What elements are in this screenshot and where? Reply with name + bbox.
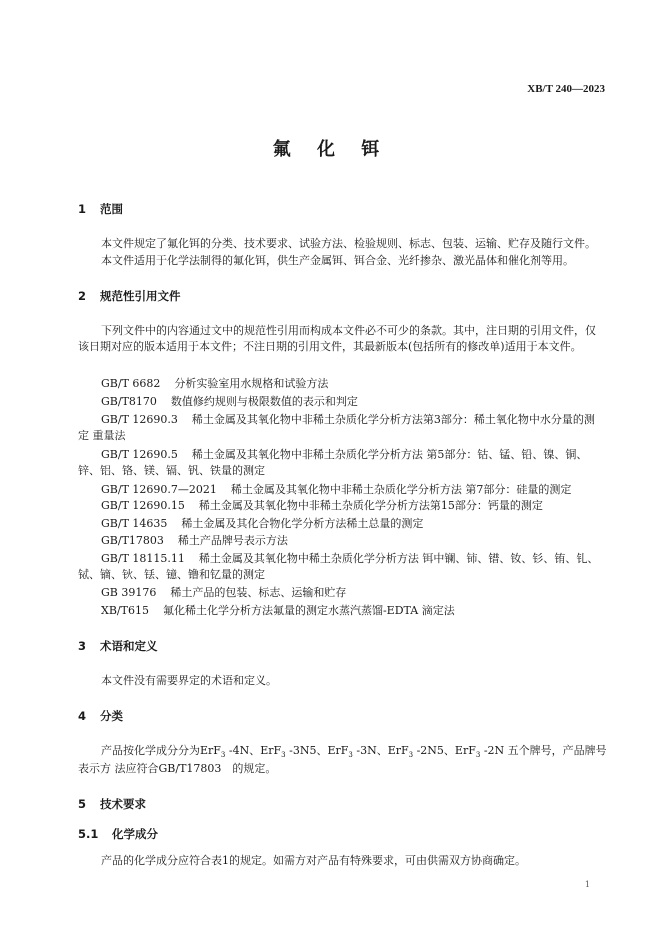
section-title: 技术要求 (100, 797, 146, 811)
reference-item (101, 498, 543, 514)
reference-item (78, 412, 604, 444)
section-heading-5 (78, 796, 146, 812)
text-run: -2N 五个牌号，产品牌号 (480, 744, 607, 757)
reference-title: 稀土金属及其化合物化学分析方法稀土总量的测定 (181, 517, 424, 530)
subsection-number: 5.1 (78, 827, 99, 841)
reference-title: 稀土产品的包装、标志、运输和贮存 (170, 586, 347, 599)
subscript: 3 (408, 751, 414, 760)
subsection-title: 化学成分 (112, 827, 158, 841)
subscript: 3 (220, 751, 226, 760)
reference-item (101, 533, 288, 549)
section-title: 规范性引用文件 (100, 289, 181, 303)
reference-title: 稀土产品牌号表示方法 (177, 534, 288, 547)
text-run: -3N5、ErF (285, 744, 349, 757)
reference-title: 稀土金属及其氧化物中非稀土杂质化学分析方法第15部分：钙量的测定 (198, 499, 543, 512)
section-heading-4 (78, 708, 123, 724)
section-number: 3 (78, 639, 87, 653)
section-title: 范围 (100, 202, 123, 216)
reference-code: GB/T 12690.3 (101, 413, 178, 426)
section-number: 5 (78, 797, 87, 811)
section-number: 4 (78, 709, 87, 723)
reference-title: 数值修约规则与极限数值的表示和判定 (170, 395, 358, 408)
text-run: -3N、ErF (352, 744, 409, 757)
text-run: -4N、ErF (225, 744, 282, 757)
reference-code: GB/T 12690.15 (101, 499, 185, 512)
section-title: 术语和定义 (100, 639, 158, 653)
reference-code: GB/T 12690.7—2021 (101, 483, 217, 496)
subsection-heading-5-1 (78, 826, 158, 842)
reference-code: GB/T8170 (101, 395, 157, 408)
reference-item (101, 482, 571, 498)
reference-item (101, 394, 358, 410)
section-heading-2 (78, 288, 181, 304)
reference-title: 氟化稀土化学分析方法氟量的测定水蒸汽蒸馏-EDTA 滴定法 (162, 604, 455, 617)
text-run: 产品按化学成分分为ErF (101, 744, 221, 757)
reference-item (78, 447, 604, 479)
reference-title: 稀土金属及其氧化物中稀土杂质化学分析方法 铒中镧、铈、镨、钕、钐、铕、钆、铽、镝、钬、铥、镱、镥和钇量的测定 (78, 552, 599, 581)
section-heading-1 (78, 201, 123, 217)
standard-number: XB/T 240—2023 (527, 83, 605, 95)
reference-code: GB/T17803 (101, 534, 164, 547)
chemical-composition-paragraph: 产品的化学成分应符合表1的规定。如需方对产品有特殊要求，可由供需双方协商确定。 (101, 854, 526, 867)
terms-paragraph: 本文件没有需要界定的术语和定义。 (101, 674, 277, 687)
scope-paragraph-1: 本文件规定了氟化铒的分类、技术要求、试验方法、检验规则、标志、包装、运输、贮存及随行文件。 (101, 237, 596, 250)
section-title: 分类 (100, 709, 123, 723)
page-number: 1 (584, 880, 590, 889)
section-number: 1 (78, 202, 87, 216)
text-run: -2N5、ErF (413, 744, 476, 757)
scope-paragraph-2: 本文件适用于化学法制得的氟化铒，供生产金属铒、铒合金、光纤掺杂、激光晶体和催化剂等用。 (101, 254, 574, 267)
subscript: 3 (348, 751, 353, 760)
reference-title: 分析实验室用水规格和试验方法 (174, 377, 329, 390)
classification-paragraph-line2: 表示方 法应符合GB/T17803 的规定。 (78, 762, 277, 775)
reference-item (101, 603, 455, 619)
subscript: 3 (475, 751, 481, 760)
reference-code: GB/T 14635 (101, 517, 168, 530)
reference-title: 稀土金属及其氧化物中非稀土杂质化学分析方法 第7部分：硅量的测定 (230, 483, 572, 496)
reference-item (101, 376, 328, 392)
reference-item (101, 516, 423, 532)
reference-code: GB/T 6682 (101, 377, 161, 390)
section-heading-3 (78, 638, 158, 654)
reference-code: XB/T615 (101, 604, 149, 617)
subscript: 3 (281, 751, 286, 760)
normative-intro: 下列文件中的内容通过文中的规范性引用而构成本文件必不可少的条款。其中，注日期的引用文件，仅该日期对应的版本适用于本文件；不注日期的引用文件，其最新版本(包括所有的修改单)适用于本文件。 (78, 324, 596, 353)
reference-code: GB 39176 (101, 586, 157, 599)
reference-code: GB/T 18115.11 (101, 552, 185, 565)
reference-title: 稀土金属及其氧化物中非稀土杂质化学分析方法 第5部分：钴、锰、铅、镍、铜、锌、铝、铬、镁、镉、钒、铁量的测定 (78, 448, 588, 477)
section-number: 2 (78, 289, 87, 303)
reference-title: 稀土金属及其氧化物中非稀土杂质化学分析方法第3部分：稀土氧化物中水分量的测定 重量法 (78, 413, 595, 442)
reference-item (101, 585, 346, 601)
reference-code: GB/T 12690.5 (101, 448, 178, 461)
reference-item (78, 551, 604, 583)
document-title: 氟 化 铒 (272, 139, 390, 160)
